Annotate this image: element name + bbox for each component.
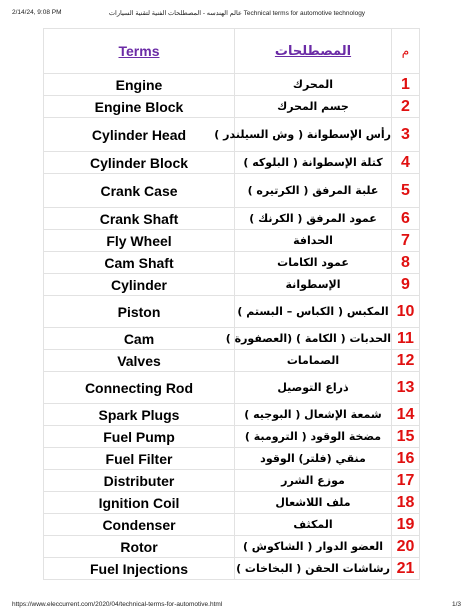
term-number: 7 [392, 230, 420, 252]
print-title: عالم الهندسه - المصطلحات الفنية لتقنية السيارات Technical terms for automotive technology [108, 10, 366, 17]
table-row [44, 74, 420, 96]
term-english: Distributer [44, 470, 235, 492]
header-terms: Terms [44, 29, 235, 74]
term-english: Cam [44, 328, 235, 350]
term-english: Fly Wheel [44, 230, 235, 252]
term-english: Cylinder Block [44, 152, 235, 174]
term-arabic: المكثف [235, 514, 392, 536]
term-number: 21 [392, 558, 420, 580]
term-arabic: شمعة الإشعال ( البوجيه ) [235, 404, 392, 426]
term-english: Cylinder [44, 274, 235, 296]
table-row [44, 536, 420, 558]
table-row [44, 514, 420, 536]
term-english: Connecting Rod [44, 372, 235, 404]
term-number: 12 [392, 350, 420, 372]
header-arabic-terms: المصطلحات [235, 29, 392, 74]
table-header-row [44, 29, 420, 74]
term-number: 13 [392, 372, 420, 404]
term-number: 11 [392, 328, 420, 350]
table-row [44, 96, 420, 118]
term-number: 6 [392, 208, 420, 230]
term-arabic: عمود المرفق ( الكرنك ) [235, 208, 392, 230]
term-arabic: المحرك [235, 74, 392, 96]
table-row [44, 404, 420, 426]
term-number: 4 [392, 152, 420, 174]
page-number: 1/3 [451, 601, 461, 608]
term-arabic: العضو الدوار ( الشاكوش ) [235, 536, 392, 558]
term-english: Cylinder Head [44, 118, 235, 152]
term-number: 5 [392, 174, 420, 208]
table-row [44, 328, 420, 350]
header-number: م [392, 29, 420, 74]
term-number: 19 [392, 514, 420, 536]
term-arabic: المكبس ( الكباس – البستم ) [235, 296, 392, 328]
table-row [44, 350, 420, 372]
term-english: Engine Block [44, 96, 235, 118]
term-arabic: ذراع التوصيل [235, 372, 392, 404]
term-number: 2 [392, 96, 420, 118]
term-arabic: علبة المرفق ( الكرتيره ) [235, 174, 392, 208]
term-english: Spark Plugs [44, 404, 235, 426]
term-arabic: كتلة الإسطوانة ( البلوكه ) [235, 152, 392, 174]
term-number: 3 [392, 118, 420, 152]
term-number: 10 [392, 296, 420, 328]
table-row [44, 372, 420, 404]
term-arabic: مضخة الوقود ( الترومبة ) [235, 426, 392, 448]
table-row [44, 296, 420, 328]
term-english: Fuel Filter [44, 448, 235, 470]
print-header [0, 0, 474, 20]
table-row [44, 448, 420, 470]
term-number: 1 [392, 74, 420, 96]
table-row [44, 558, 420, 580]
term-number: 9 [392, 274, 420, 296]
term-arabic: الإسطوانة [235, 274, 392, 296]
term-english: Rotor [44, 536, 235, 558]
term-number: 15 [392, 426, 420, 448]
print-datetime: 2/14/24, 9:08 PM [12, 9, 62, 16]
term-number: 16 [392, 448, 420, 470]
page-url: https://www.eleccurrent.com/2020/04/technical-terms-for-automotive.html [12, 601, 223, 608]
term-arabic: منقي (فلتر) الوقود [235, 448, 392, 470]
term-arabic: عمود الكامات [235, 252, 392, 274]
term-arabic: الحدافة [235, 230, 392, 252]
table-row [44, 152, 420, 174]
term-arabic: الصمامات [235, 350, 392, 372]
table-row [44, 230, 420, 252]
term-arabic: جسم المحرك [235, 96, 392, 118]
term-arabic: ملف اللاشعال [235, 492, 392, 514]
term-english: Fuel Injections [44, 558, 235, 580]
term-arabic: موزع الشرر [235, 470, 392, 492]
table-row [44, 174, 420, 208]
term-arabic: رأس الإسطوانة ( وش السيلندر ) [235, 118, 392, 152]
term-english: Crank Shaft [44, 208, 235, 230]
table-row [44, 208, 420, 230]
term-english: Ignition Coil [44, 492, 235, 514]
print-footer [0, 597, 474, 613]
table-row [44, 470, 420, 492]
terms-table [43, 28, 420, 580]
term-english: Fuel Pump [44, 426, 235, 448]
table-row [44, 274, 420, 296]
table-row [44, 492, 420, 514]
term-number: 17 [392, 470, 420, 492]
term-english: Cam Shaft [44, 252, 235, 274]
term-english: Engine [44, 74, 235, 96]
term-number: 14 [392, 404, 420, 426]
table-row [44, 426, 420, 448]
table-row [44, 118, 420, 152]
term-arabic: رشاشات الحقن ( البخاخات ) [235, 558, 392, 580]
table-row [44, 252, 420, 274]
term-number: 8 [392, 252, 420, 274]
term-number: 18 [392, 492, 420, 514]
term-english: Piston [44, 296, 235, 328]
term-english: Condenser [44, 514, 235, 536]
term-number: 20 [392, 536, 420, 558]
term-arabic: الحدبات ( الكامة ) (العصفورة ) [235, 328, 392, 350]
table-body [44, 74, 420, 580]
term-english: Crank Case [44, 174, 235, 208]
term-english: Valves [44, 350, 235, 372]
